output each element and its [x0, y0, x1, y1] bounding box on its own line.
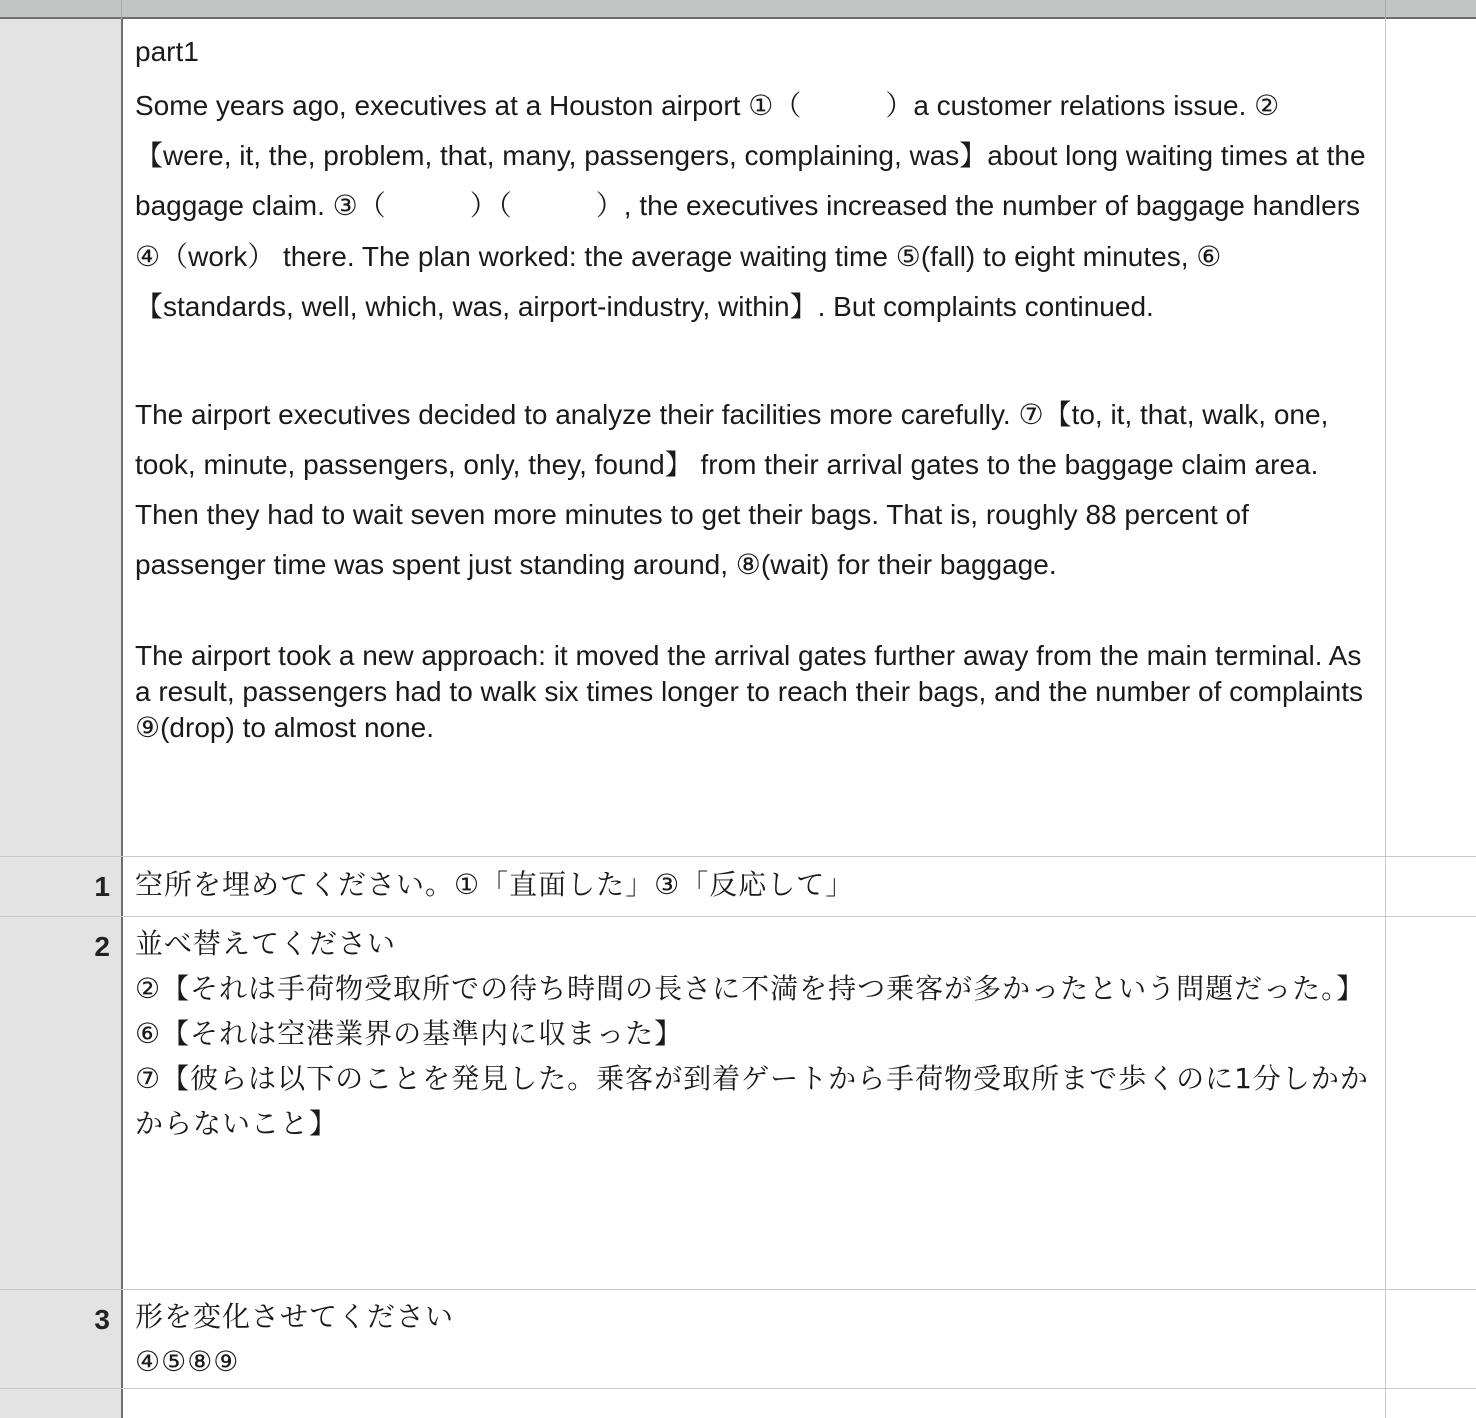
- question-line: ②【それは手荷物受取所での待ち時間の長さに不満を持つ乗客が多かったという問題だった。】: [135, 972, 1366, 1005]
- passage-paragraph-3: The airport took a new approach: it moved the arrival gates further away from the main terminal. As a result, passengers had to walk six times longer to reach their bags, and the number of complaints ⑨(drop) to almost none.: [135, 640, 1363, 744]
- passage-paragraph-2: The airport executives decided to analyze their facilities more carefully. ⑦【to, it, that, walk, one, took, minute, passengers, only, they, found】 from their arrival gates to the baggage claim area. Then they had to wait seven more minutes to get their bags. That is, roughly 88 percent of passenger time was spent just standing around, ⑧(wait) for their baggage.: [135, 399, 1329, 581]
- row-number: 1: [94, 871, 110, 902]
- row-number: 3: [94, 1304, 110, 1335]
- column-header-bar: [0, 0, 1476, 19]
- question-cell-2[interactable]: [123, 921, 1385, 1146]
- column-header-divider: [1385, 0, 1386, 19]
- question-cell-3[interactable]: [123, 1294, 1385, 1384]
- column-header-divider: [121, 0, 122, 19]
- passage-cell[interactable]: [123, 31, 1385, 746]
- question-line: ④⑤⑧⑨: [135, 1345, 240, 1378]
- question-line: ⑦【彼らは以下のことを発見した。乗客が到着ゲートから手荷物受取所まで歩くのに1分しかかからないこと】: [135, 1062, 1369, 1140]
- empty-row[interactable]: [0, 1389, 1476, 1418]
- question-row-2[interactable]: [0, 917, 1476, 1290]
- question-instruction: 並べ替えてください: [135, 927, 397, 960]
- question-row-1[interactable]: [0, 857, 1476, 917]
- question-cell-1[interactable]: [123, 865, 1385, 905]
- passage-heading: part1: [135, 36, 199, 67]
- row-number: 2: [94, 931, 110, 962]
- question-line: ⑥【それは空港業界の基準内に収まった】: [135, 1017, 684, 1050]
- question-instruction: 形を変化させてください: [135, 1300, 455, 1333]
- passage-paragraph-1: Some years ago, executives at a Houston airport ①（ ）a customer relations issue. ②【were, it, the, problem, that, many, passengers, complaining, was】about long waiting times at the baggage claim. ③（ ）（ ）, the executives increased the number of baggage handlers ④（work） there. The plan worked: the average waiting time ⑤(fall) to eight minutes, ⑥【standards, well, which, was, airport-industry, within】. But complaints continued.: [135, 90, 1366, 322]
- passage-row[interactable]: [0, 21, 1476, 857]
- question-line: 空所を埋めてください。①「直面した」③「反応して」: [135, 868, 855, 901]
- question-row-3[interactable]: [0, 1290, 1476, 1389]
